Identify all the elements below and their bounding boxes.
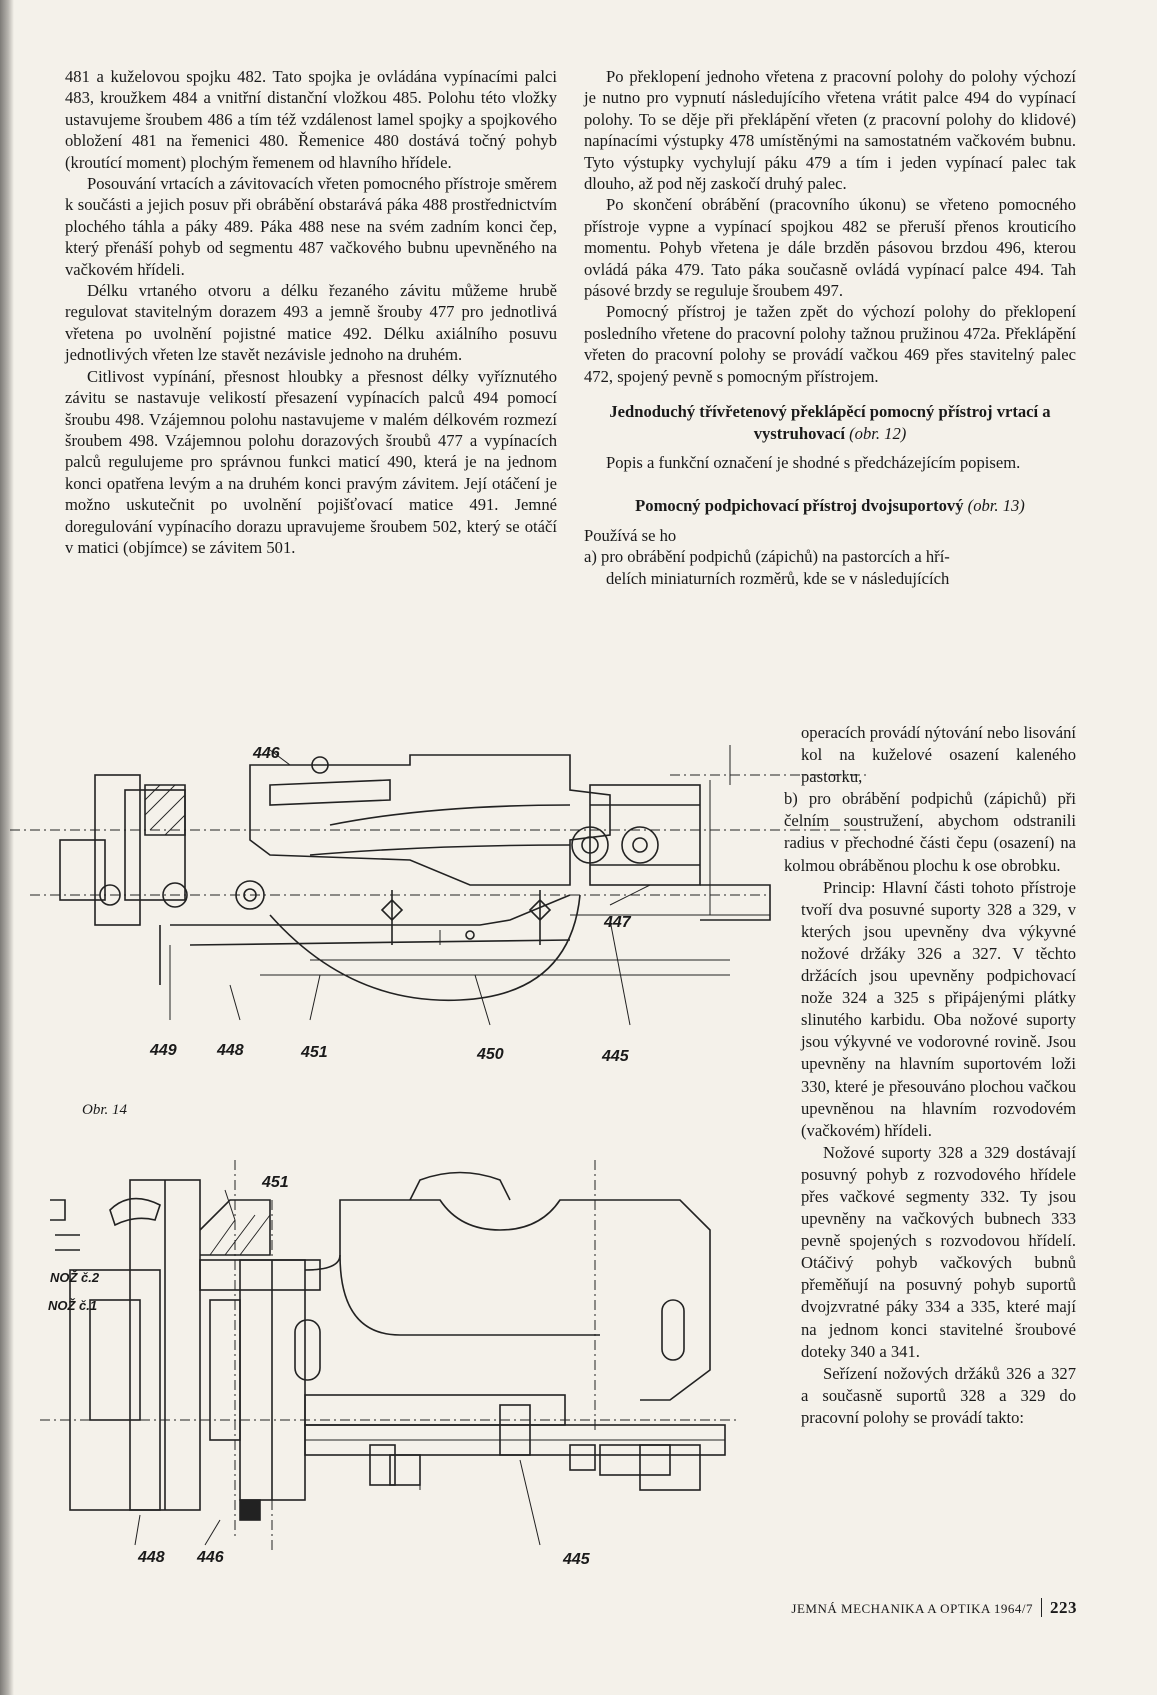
paragraph: Po překlopení jednoho vřetena z pracovní polohy do polohy výchozí je nutno pro vypnutí následujícího vřetena vrátit palce 494 do vypínací polohy. To se děje při překlápění vřeten (z pracovní polohy do klidové) napínacími výstupky 478 umístěnými na samostatném vačkovém bubnu. Tyto výstupky vychylují páku 479 a tím i jeden vypínací palec tak dlouho, až pod něj zaskočí druhý palec. <box>584 67 1076 194</box>
callout-label: 445 <box>602 1048 629 1065</box>
technical-drawing-top <box>10 745 890 1055</box>
callout-label: 448 <box>138 1549 165 1566</box>
list-item-a-cont: delích miniaturních rozměrů, kde se v následujících <box>606 568 950 588</box>
paragraph: 481 a kuželovou spojku 482. Tato spojka je ovládána vypínacími palci 483, kroužkem 484 a vnitřní distanční vložkou 485. Polohu této vložky ustavujeme šroubem 486 a tím též vzdálenost lamel spojky a spojkového obložení 481 na řemenici 480. Řemenice 480 dostává točný pohyb (kroutící moment) plochým řemenem od hlavního hřídele. <box>65 67 557 172</box>
callout-label: 451 <box>301 1044 328 1061</box>
callout-label: NOŽ č.2 <box>50 1270 100 1285</box>
callout-label: 446 <box>197 1549 224 1566</box>
page-footer <box>791 1598 1077 1618</box>
callout-label: NOŽ č.1 <box>48 1298 98 1313</box>
paragraph: Citlivost vypínání, přesnost hloubky a přesnost délky vyříznutého závitu se nastavuje velikostí přesazení vypínacích palců 494 pomocí šroubu 498. Vzájemnou polohu nastavujeme v malém délkovém rozmezí šroubem 498. Vzájemnou polohu dorazových šroubů 477 a vypínacích palců regulujeme pro správnou funkci maticí 490, která je na jednom konci opatřena levým a na druhém konci pravým závitem. Její otáčení je možno uskutečnit po uvolnění pojišťovací matice 491. Jemné doregulování vypínacího dorazu upravujeme šroubem 502, který se otáčí v matici (objímce) se závitem 501. <box>65 366 557 557</box>
paragraph: Seřízení nožových držáků 326 a 327 a současně suportů 328 a 329 do pracovní polohy se provádí takto: <box>801 1363 1076 1427</box>
section-heading: Pomocný podpichovací přístroj dvojsuportový (obr. 13) <box>635 496 1025 516</box>
paragraph: Popis a funkční označení je shodné s předcházejícím popisem. <box>606 452 1021 472</box>
callout-label: 447 <box>604 914 631 931</box>
callout-label: 451 <box>262 1174 289 1191</box>
callout-label: 446 <box>253 745 280 762</box>
list-item-b: b) pro obrábění podpichů (zápichů) při čelním soustružení, abychom odstranili radius v přechodné části čepu (osazení) na kolmou obráběnou plochu k ose obrobku. <box>784 789 1076 875</box>
callout-label: 450 <box>477 1046 504 1063</box>
journal-name: JEMNÁ MECHANIKA A OPTIKA 1964/7 <box>791 1601 1033 1616</box>
right-column <box>584 66 1076 589</box>
list-item-a: a) pro obrábění podpichů (zápichů) na pastorcích a hří- <box>584 547 950 567</box>
paragraph: Pomocný přístroj je tažen zpět do výchozí polohy do překlopení posledního vřetene do pracovní polohy tažnou pružinou 472a. Překlápění vřeten do pracovní polohy se provádí vačkou 469 přes stavitelný palec 472, spojený pevně s pomocným přístrojem. <box>584 302 1076 386</box>
technical-drawing-bottom <box>40 1160 800 1560</box>
left-column <box>65 66 557 558</box>
paragraph: Princip: Hlavní části tohoto přístroje tvoří dva posuvné suporty 328 a 329, v kterých jsou upevněny dva výkyvné nožové držáky 326 a 327. V těchto držácích jsou upevněny podpichovací nože 324 a 325 s připájenými plátky slinutého karbidu. Oba nožové suporty jsou výkyvné ve vodorovné rovině. Jsou upevněny na hlavním suportovém loži 330, které je přesouváno plochou vačkou upevněnou na hlavním rozvodovém (vačkovém) hřídeli. <box>801 877 1076 1140</box>
page-number: 223 <box>1041 1598 1077 1617</box>
paragraph: Délku vrtaného otvoru a délku řezaného závitu můžeme hrubě regulovat stavitelným dorazem 493 a jemně šrouby 477 pro jednotlivá vřetena po uvolnění pojistné matice 492. Délku axiálního posuvu jednotlivých vřeten lze stavět nezávisle jednoho na druhém. <box>65 281 557 365</box>
callout-label: 448 <box>217 1042 244 1059</box>
paragraph: Po skončení obrábění (pracovního úkonu) se vřeteno pomocného přístroje vypne a vypínací spojkou 482 se přeruší přenos krouticího momentu. Pohyb vřetena je dále brzděn pásovou brzdou 496, kterou ovládá páka 479. Tato páka současně ovládá vypínací palce 494. Tah pásové brzdy se reguluje šroubem 497. <box>584 195 1076 301</box>
figure-caption: Obr. 14 <box>82 1102 128 1118</box>
paragraph: Používá se ho <box>584 525 677 545</box>
paragraph: Posouvání vrtacích a závitovacích vřeten pomocného přístroje směrem k součásti a jejich posuv při obrábění obstarává páka 488 prostřednictvím plochého táhla a páky 489. Páka 488 nese na svém zadním konci čep, který přenáší pohyb od segmentu 487 vačkového bubnu upevněného na vačkovém hřídeli. <box>65 174 557 279</box>
paragraph: Nožové suporty 328 a 329 dostávají posuvný pohyb z rozvodového hřídele přes vačkové segmenty 332. Ty jsou upevněny na vačkových bubnech 333 pevně spojených s rozvodovou hřídelí. Otáčivý pohyb vačkových bubnů přeměňují na posuvný pohyb suportů dvojzvratné páky 334 a 335, které mají na jednom konci stavitelné šroubové doteky 340 a 341. <box>801 1142 1076 1361</box>
callout-label: 445 <box>563 1551 590 1568</box>
callout-label: 449 <box>150 1042 177 1059</box>
section-heading: Jednoduchý třívřetenový překlápěcí pomocný přístroj vrtací a vystruhovací (obr. 12) <box>609 402 1051 443</box>
list-item-a-cont: operacích provádí nýtování nebo lisování kol na kuželové osazení kaleného pastorku, <box>801 723 1076 787</box>
